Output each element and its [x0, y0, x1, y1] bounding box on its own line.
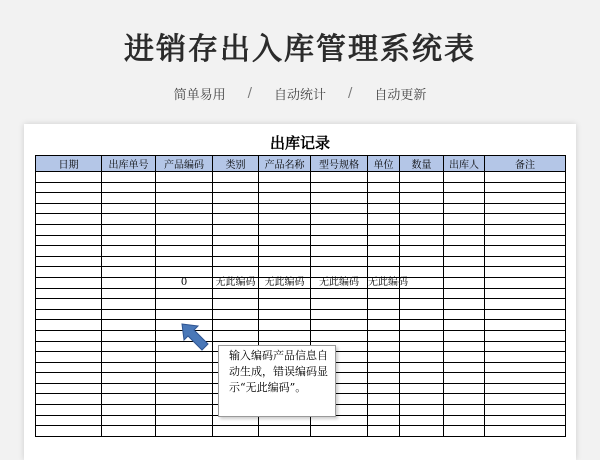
- table-cell[interactable]: [156, 415, 213, 426]
- arrow-icon: [180, 322, 210, 352]
- sheet-title: 出库记录: [269, 134, 330, 152]
- table-cell[interactable]: [444, 288, 485, 299]
- table-cell[interactable]: [368, 383, 400, 394]
- table-cell[interactable]: [368, 172, 400, 183]
- table-cell[interactable]: [102, 341, 156, 352]
- table-cell[interactable]: [213, 235, 259, 246]
- separator: /: [247, 86, 252, 101]
- table-cell[interactable]: [102, 246, 156, 257]
- table-cell[interactable]: [400, 405, 444, 416]
- table-row: [36, 320, 566, 331]
- table-cell[interactable]: [102, 214, 156, 225]
- spreadsheet-preview: [24, 124, 576, 460]
- table-cell[interactable]: [36, 405, 102, 416]
- table-cell[interactable]: [444, 362, 485, 373]
- table-cell[interactable]: [311, 288, 368, 299]
- table-cell[interactable]: 无此编码: [368, 277, 408, 289]
- table-cell[interactable]: [102, 299, 156, 310]
- table-cell[interactable]: [36, 352, 102, 363]
- table-row: [36, 224, 566, 235]
- table-cell[interactable]: [400, 172, 444, 183]
- table-cell[interactable]: [213, 214, 259, 225]
- table-cell[interactable]: [36, 330, 102, 341]
- table-cell[interactable]: [368, 405, 400, 416]
- table-cell[interactable]: [485, 405, 566, 416]
- table-row: [36, 172, 566, 183]
- table-cell[interactable]: [102, 405, 156, 416]
- table-cell[interactable]: [36, 394, 102, 405]
- column-header: 产品名称: [259, 156, 311, 172]
- table-cell[interactable]: [156, 203, 213, 214]
- table-cell[interactable]: [400, 320, 444, 331]
- table-cell[interactable]: [311, 330, 368, 341]
- table-cell[interactable]: [444, 193, 485, 204]
- table-cell[interactable]: [156, 256, 213, 267]
- table-cell[interactable]: [259, 193, 311, 204]
- table-cell[interactable]: [213, 246, 259, 257]
- table-cell[interactable]: [156, 383, 213, 394]
- table-cell[interactable]: [400, 246, 444, 257]
- table-cell[interactable]: 无此编码: [259, 277, 311, 288]
- table-cell[interactable]: [102, 172, 156, 183]
- table-cell[interactable]: [485, 246, 566, 257]
- table-cell[interactable]: [444, 277, 485, 288]
- table-cell[interactable]: [400, 288, 444, 299]
- table-cell[interactable]: [311, 299, 368, 310]
- table-cell[interactable]: [311, 246, 368, 257]
- table-cell[interactable]: [368, 415, 400, 426]
- column-header: 出库人: [444, 156, 485, 172]
- feature-list: [0, 84, 600, 103]
- table-cell[interactable]: [400, 426, 444, 437]
- table-cell[interactable]: [259, 426, 311, 437]
- table-cell[interactable]: [102, 193, 156, 204]
- page-title: 进销存出入库管理系统表: [124, 32, 476, 67]
- table-cell[interactable]: [485, 256, 566, 267]
- table-cell[interactable]: [368, 214, 400, 225]
- table-cell[interactable]: [368, 203, 400, 214]
- table-cell[interactable]: [444, 383, 485, 394]
- table-cell[interactable]: [156, 373, 213, 384]
- table-cell[interactable]: [368, 182, 400, 193]
- table-row: [36, 299, 566, 310]
- table-cell[interactable]: [444, 352, 485, 363]
- table-cell[interactable]: [444, 415, 485, 426]
- feature-auto-update: 自动更新: [374, 88, 427, 103]
- table-cell[interactable]: [102, 267, 156, 278]
- table-cell[interactable]: [259, 182, 311, 193]
- table-cell[interactable]: [485, 362, 566, 373]
- table-cell[interactable]: [36, 172, 102, 183]
- table-cell[interactable]: [444, 256, 485, 267]
- table-cell[interactable]: [36, 383, 102, 394]
- table-cell[interactable]: [311, 172, 368, 183]
- table-cell[interactable]: [156, 224, 213, 235]
- table-cell[interactable]: 无此编码: [213, 277, 259, 288]
- table-cell[interactable]: [444, 309, 485, 320]
- table-cell[interactable]: [400, 256, 444, 267]
- table-cell[interactable]: [485, 288, 566, 299]
- table-cell[interactable]: [102, 182, 156, 193]
- table-cell[interactable]: [259, 172, 311, 183]
- table-row: [36, 214, 566, 225]
- table-cell[interactable]: [368, 309, 400, 320]
- table-row: [36, 182, 566, 193]
- table-cell[interactable]: [311, 214, 368, 225]
- table-cell[interactable]: [400, 341, 444, 352]
- table-row: [36, 267, 566, 278]
- table-cell[interactable]: [156, 214, 213, 225]
- table-cell[interactable]: [259, 320, 311, 331]
- table-cell[interactable]: [485, 352, 566, 363]
- feature-easy: 简单易用: [173, 88, 226, 103]
- table-cell[interactable]: [36, 193, 102, 204]
- column-header: 备注: [485, 156, 566, 172]
- table-cell[interactable]: [156, 426, 213, 437]
- table-cell[interactable]: [102, 373, 156, 384]
- table-cell[interactable]: [400, 235, 444, 246]
- table-row: [36, 330, 566, 341]
- table-cell[interactable]: [400, 267, 444, 278]
- table-cell[interactable]: [36, 299, 102, 310]
- table-cell[interactable]: [444, 299, 485, 310]
- table-cell[interactable]: [156, 362, 213, 373]
- table-cell[interactable]: [156, 267, 213, 278]
- table-row: [36, 426, 566, 437]
- table-cell[interactable]: [400, 203, 444, 214]
- table-cell[interactable]: [213, 320, 259, 331]
- table-cell[interactable]: [311, 224, 368, 235]
- table-row: [36, 235, 566, 246]
- table-cell[interactable]: [213, 309, 259, 320]
- table-cell[interactable]: [485, 182, 566, 193]
- table-cell[interactable]: [259, 299, 311, 310]
- table-cell[interactable]: [485, 203, 566, 214]
- table-cell[interactable]: [368, 320, 400, 331]
- table-cell[interactable]: [311, 309, 368, 320]
- table-cell[interactable]: [259, 203, 311, 214]
- table-cell[interactable]: [102, 426, 156, 437]
- table-cell[interactable]: [368, 193, 400, 204]
- table-cell[interactable]: [213, 267, 259, 278]
- table-cell[interactable]: [485, 341, 566, 352]
- table-cell[interactable]: [311, 203, 368, 214]
- table-cell[interactable]: [213, 224, 259, 235]
- table-cell[interactable]: [485, 394, 566, 405]
- table-cell[interactable]: [485, 267, 566, 278]
- table-cell[interactable]: [156, 182, 213, 193]
- table-header-row: [36, 156, 566, 172]
- table-cell[interactable]: [36, 246, 102, 257]
- table-cell[interactable]: [400, 394, 444, 405]
- table-cell[interactable]: [485, 214, 566, 225]
- table-cell[interactable]: [485, 415, 566, 426]
- table-cell[interactable]: [400, 352, 444, 363]
- table-cell[interactable]: [368, 288, 400, 299]
- table-cell[interactable]: [368, 246, 400, 257]
- table-cell[interactable]: [400, 299, 444, 310]
- table-cell[interactable]: [311, 426, 368, 437]
- table-cell[interactable]: [36, 309, 102, 320]
- column-header: 产品编码: [156, 156, 213, 172]
- table-cell[interactable]: [156, 299, 213, 310]
- column-header: 类别: [213, 156, 259, 172]
- table-cell[interactable]: [36, 224, 102, 235]
- table-cell[interactable]: [259, 288, 311, 299]
- table-cell[interactable]: [259, 256, 311, 267]
- table-cell[interactable]: [213, 172, 259, 183]
- table-cell[interactable]: [368, 362, 400, 373]
- table-cell[interactable]: [102, 352, 156, 363]
- table-cell[interactable]: [36, 277, 102, 288]
- table-cell[interactable]: [444, 373, 485, 384]
- table-cell[interactable]: [368, 426, 400, 437]
- table-cell[interactable]: [213, 256, 259, 267]
- table-cell[interactable]: [485, 193, 566, 204]
- table-cell[interactable]: [444, 405, 485, 416]
- table-cell[interactable]: [259, 309, 311, 320]
- table-cell[interactable]: [485, 330, 566, 341]
- table-cell[interactable]: [368, 256, 400, 267]
- table-cell[interactable]: [102, 288, 156, 299]
- table-cell[interactable]: [400, 415, 444, 426]
- table-cell[interactable]: [485, 224, 566, 235]
- table-cell[interactable]: [156, 309, 213, 320]
- table-cell[interactable]: [156, 405, 213, 416]
- separator: /: [348, 86, 353, 101]
- table-cell[interactable]: [156, 235, 213, 246]
- table-cell[interactable]: [400, 182, 444, 193]
- table-cell[interactable]: [36, 267, 102, 278]
- table-cell[interactable]: [102, 224, 156, 235]
- table-cell[interactable]: [400, 224, 444, 235]
- table-cell[interactable]: [36, 203, 102, 214]
- table-cell[interactable]: [36, 320, 102, 331]
- table-cell[interactable]: [485, 299, 566, 310]
- table-cell[interactable]: [213, 299, 259, 310]
- table-cell[interactable]: [485, 235, 566, 246]
- table-cell[interactable]: [400, 309, 444, 320]
- table-cell[interactable]: [156, 352, 213, 363]
- table-cell[interactable]: [368, 224, 400, 235]
- table-cell[interactable]: [311, 193, 368, 204]
- column-header: 日期: [36, 156, 102, 172]
- table-cell[interactable]: [311, 235, 368, 246]
- table-cell[interactable]: [102, 394, 156, 405]
- table-cell[interactable]: [444, 426, 485, 437]
- table-cell[interactable]: [444, 394, 485, 405]
- callout-note: 输入编码产品信息自动生成，错误编码显示“无此编码”。: [218, 345, 336, 417]
- table-cell[interactable]: [36, 256, 102, 267]
- table-cell[interactable]: [400, 214, 444, 225]
- table-cell[interactable]: [444, 246, 485, 257]
- table-cell[interactable]: [259, 224, 311, 235]
- table-cell[interactable]: [36, 214, 102, 225]
- column-header: 数量: [400, 156, 444, 172]
- table-cell[interactable]: [368, 394, 400, 405]
- column-header: 型号规格: [311, 156, 368, 172]
- table-cell[interactable]: [259, 330, 311, 341]
- table-cell[interactable]: [102, 309, 156, 320]
- table-cell[interactable]: [400, 330, 444, 341]
- table-cell[interactable]: [444, 341, 485, 352]
- table-row: [36, 288, 566, 299]
- table-cell[interactable]: [102, 235, 156, 246]
- table-cell[interactable]: [444, 214, 485, 225]
- table-cell[interactable]: [485, 277, 566, 288]
- table-cell[interactable]: [36, 341, 102, 352]
- table-cell[interactable]: [259, 235, 311, 246]
- table-cell[interactable]: [444, 320, 485, 331]
- table-cell[interactable]: [485, 373, 566, 384]
- table-cell[interactable]: [485, 309, 566, 320]
- table-cell[interactable]: [485, 426, 566, 437]
- table-cell[interactable]: [311, 256, 368, 267]
- table-cell[interactable]: [444, 203, 485, 214]
- table-cell[interactable]: [102, 383, 156, 394]
- table-cell[interactable]: [102, 415, 156, 426]
- table-cell[interactable]: [400, 383, 444, 394]
- table-cell[interactable]: [213, 288, 259, 299]
- table-cell[interactable]: [36, 373, 102, 384]
- table-cell[interactable]: [102, 277, 156, 288]
- table-cell[interactable]: [444, 267, 485, 278]
- table-cell[interactable]: [36, 288, 102, 299]
- table-cell[interactable]: [485, 383, 566, 394]
- table-row: [36, 203, 566, 214]
- table-cell[interactable]: [156, 394, 213, 405]
- table-cell[interactable]: [311, 267, 368, 278]
- table-cell[interactable]: [102, 203, 156, 214]
- table-cell[interactable]: [368, 235, 400, 246]
- table-cell[interactable]: [102, 256, 156, 267]
- table-cell[interactable]: [368, 330, 400, 341]
- table-cell[interactable]: [485, 320, 566, 331]
- table-cell[interactable]: [156, 172, 213, 183]
- table-cell[interactable]: [36, 426, 102, 437]
- column-header: 出库单号: [102, 156, 156, 172]
- table-cell[interactable]: [36, 235, 102, 246]
- table-cell[interactable]: [36, 182, 102, 193]
- feature-auto-stats: 自动统计: [273, 88, 326, 103]
- table-cell[interactable]: [444, 172, 485, 183]
- table-cell[interactable]: [368, 341, 400, 352]
- table-cell[interactable]: [368, 373, 400, 384]
- table-cell[interactable]: 0: [156, 277, 213, 288]
- table-row: [36, 277, 566, 288]
- table-cell[interactable]: [368, 352, 400, 363]
- table-cell[interactable]: [213, 182, 259, 193]
- table-cell[interactable]: [213, 193, 259, 204]
- table-cell[interactable]: [400, 362, 444, 373]
- table-cell[interactable]: [368, 299, 400, 310]
- table-cell[interactable]: [102, 330, 156, 341]
- table-row: [36, 309, 566, 320]
- table-cell[interactable]: [444, 224, 485, 235]
- table-cell[interactable]: [444, 182, 485, 193]
- table-cell[interactable]: [213, 426, 259, 437]
- column-header: 单位: [368, 156, 400, 172]
- table-row: [36, 256, 566, 267]
- table-cell[interactable]: [36, 415, 102, 426]
- table-cell[interactable]: [259, 214, 311, 225]
- table-cell[interactable]: [213, 330, 259, 341]
- table-cell[interactable]: [444, 330, 485, 341]
- table-cell[interactable]: [102, 362, 156, 373]
- table-cell[interactable]: [156, 246, 213, 257]
- table-cell[interactable]: [400, 373, 444, 384]
- table-cell[interactable]: [400, 193, 444, 204]
- table-cell[interactable]: [156, 288, 213, 299]
- table-cell[interactable]: [444, 235, 485, 246]
- table-cell[interactable]: [485, 172, 566, 183]
- table-cell[interactable]: [311, 182, 368, 193]
- table-cell[interactable]: [213, 203, 259, 214]
- table-cell[interactable]: [368, 267, 400, 278]
- table-cell[interactable]: [156, 193, 213, 204]
- table-row: [36, 193, 566, 204]
- table-row: [36, 246, 566, 257]
- table-cell[interactable]: [36, 362, 102, 373]
- table-cell[interactable]: 无此编码: [311, 277, 368, 288]
- table-cell[interactable]: [311, 320, 368, 331]
- table-cell[interactable]: [259, 246, 311, 257]
- table-cell[interactable]: [102, 320, 156, 331]
- table-cell[interactable]: [259, 267, 311, 278]
